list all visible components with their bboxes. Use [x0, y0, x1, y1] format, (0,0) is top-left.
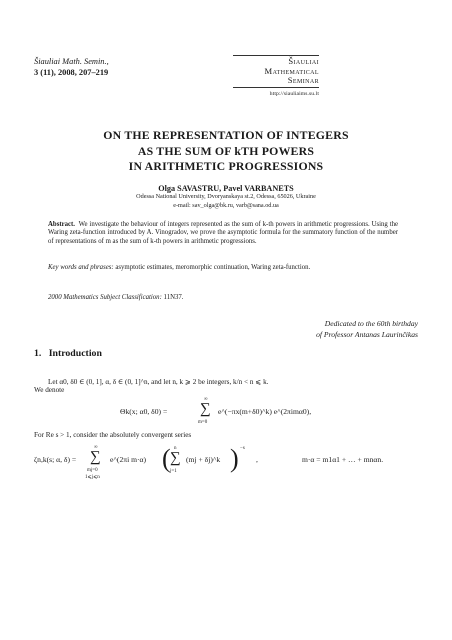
sum-symbol-icon: ∑: [170, 450, 181, 466]
affiliation-email[interactable]: e-mail: sav_olga@bk.ru, varb@sana.od.ua: [173, 201, 279, 209]
eq1-rhs: e^(−πx(m+δ0)^k) e^(2πimα0),: [218, 407, 312, 416]
keywords-text: asymptotic estimates, meromorphic continuation, Waring zeta-function.: [115, 264, 311, 271]
title-line-3: IN ARITHMETIC PROGRESSIONS: [128, 159, 324, 173]
eq1-sub: m=0: [198, 420, 208, 425]
eq2-inner-sub: j=1: [170, 469, 177, 474]
abstract-text: We investigate the behaviour of integers represented as the sum of k-th powers in arithmetic progressions. Using the Waring zeta-function introduced by A. Vinogradov, we prove the asymptotic formula for the summatory function of the number of representations of m as the sum of k-th powers in arithmetic progressions.: [48, 221, 398, 245]
journal-logo: [233, 54, 319, 99]
abstract-label: Abstract.: [48, 221, 75, 228]
dedication: [240, 319, 418, 340]
dedication-line-1: Dedicated to the 60th birthday: [324, 319, 418, 328]
msc-code: 11N37.: [163, 294, 184, 301]
journal-volume: 3 (11), 2008, 207–219: [34, 68, 109, 77]
journal-reference: [34, 56, 109, 78]
eq2-sum-sub2: 1⩽j⩽n: [85, 475, 100, 480]
affiliation-address: Odessa National University, Dvoryanskaya st.2, Odessa, 65026, Ukraine: [136, 193, 316, 200]
left-paren-icon: (: [162, 444, 171, 473]
eq2-tail: m·α = m1α1 + … + mnαn.: [302, 455, 384, 464]
sum-symbol-icon: ∑: [200, 401, 211, 417]
section-heading: [34, 348, 102, 359]
section-title: Introduction: [48, 348, 102, 359]
affiliation: [0, 193, 452, 210]
eq2-sum-sup: ∞: [94, 445, 98, 450]
intro-line-2: We denote: [34, 386, 65, 394]
sum-symbol-icon: ∑: [90, 449, 101, 465]
eq1-sup: ∞: [204, 397, 208, 402]
journal-url[interactable]: http://siauliaims.su.lt: [269, 90, 319, 97]
equation-theta: [120, 397, 360, 427]
intro-line-3: For Re s > 1, consider the absolutely convergent series: [34, 431, 192, 439]
keywords-label: Key words and phrases:: [48, 264, 114, 271]
eq2-power: −s: [240, 446, 245, 451]
title-line-2: AS THE SUM OF kTH POWERS: [137, 143, 315, 158]
abstract: [48, 221, 398, 246]
intro-line-1: Let α0, δ0 ∈ (0, 1], α, δ ∈ (0, 1]^n, and let n, k ⩾ 2 be integers, k/n < n ⩽ k.: [48, 378, 269, 386]
msc-classification: [48, 294, 184, 301]
section-number: 1.: [34, 348, 42, 359]
equation-zeta: ζn,k(s; α, δ) = ∞ ∑ mj=0 1⩽j⩽n e^(2πi m·α) ( n ∑ j=1 (mj + δj)^k ) −s , m·α = m1α1 + … + mnαn.: [34, 444, 384, 480]
keywords: [48, 264, 398, 272]
eq1-lhs: Θk(x; α0, δ0) =: [120, 407, 168, 416]
logo-line-2: Mathematical: [264, 65, 319, 76]
eq2-inner-sup: n: [174, 446, 177, 451]
dedication-line-2: of Professor Antanas Laurinčikas: [316, 329, 418, 339]
journal-name: Šiauliai Math. Semin.,: [34, 57, 109, 66]
msc-label: 2000 Mathematics Subject Classification:: [48, 294, 162, 301]
eq2-exp: e^(2πi m·α): [110, 455, 147, 464]
logo-line-1: Šiauliai: [288, 56, 319, 66]
authors: Olga SAVASTRU, Pavel VARBANETS: [158, 184, 294, 193]
paper-title: [0, 128, 452, 175]
right-paren-icon: ): [230, 444, 239, 473]
title-line-1: ON THE REPRESENTATION OF INTEGERS: [103, 128, 349, 142]
eq2-sum-sub: mj=0: [87, 468, 98, 473]
eq2-lhs: ζn,k(s; α, δ) =: [34, 455, 77, 464]
eq2-inner: (mj + δj)^k: [186, 455, 221, 464]
logo-line-3: Seminar: [287, 75, 319, 85]
